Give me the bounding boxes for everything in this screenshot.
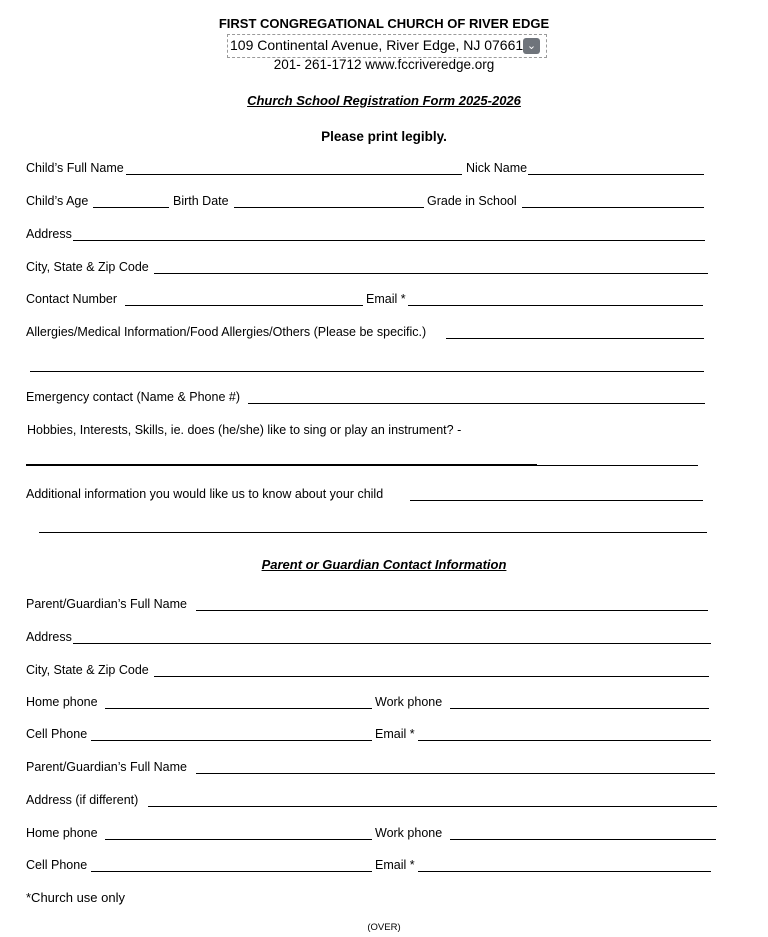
parent1-cell-phone-label: Cell Phone [26, 727, 88, 741]
emergency-contact-field[interactable] [248, 403, 705, 404]
over-note: (OVER) [367, 922, 401, 933]
church-name: FIRST CONGREGATIONAL CHURCH OF RIVER EDGE [218, 16, 550, 31]
church-address[interactable]: 109 Continental Avenue, River Edge, NJ 07661 [230, 37, 524, 53]
parent2-full-name-label: Parent/Guardian’s Full Name [26, 760, 187, 774]
parent2-address-field[interactable] [148, 806, 717, 807]
parent2-email-field[interactable] [418, 871, 711, 872]
child-email-label: Email * [366, 292, 406, 306]
child-full-name-field[interactable] [126, 174, 462, 175]
contact-number-field[interactable] [125, 305, 363, 306]
grade-label: Grade in School [427, 194, 517, 208]
child-age-label: Child’s Age [26, 194, 89, 208]
allergies-field[interactable] [446, 338, 704, 339]
parent2-cell-phone-label: Cell Phone [26, 858, 88, 872]
child-full-name-label: Child’s Full Name [26, 161, 124, 175]
parent1-cell-phone-field[interactable] [91, 740, 372, 741]
form-title: Church School Registration Form 2025-2026 [247, 93, 521, 108]
grade-field[interactable] [522, 207, 704, 208]
birth-date-field[interactable] [234, 207, 424, 208]
additional-info-label: Additional information you would like us to know about your child [26, 487, 384, 501]
parent1-home-phone-field[interactable] [105, 708, 372, 709]
additional-info-field[interactable] [410, 500, 703, 501]
child-address-field[interactable] [73, 240, 705, 241]
parent1-city-label: City, State & Zip Code [26, 663, 149, 677]
parent1-city-field[interactable] [154, 676, 709, 677]
nick-name-label: Nick Name [466, 161, 528, 175]
emergency-contact-label: Emergency contact (Name & Phone #) [26, 390, 240, 404]
hobbies-label: Hobbies, Interests, Skills, ie. does (he/she) like to sing or play an instrument? - [27, 423, 462, 437]
child-city-field[interactable] [154, 273, 708, 274]
parent1-work-phone-field[interactable] [450, 708, 709, 709]
additional-info-field-continued[interactable] [39, 532, 707, 533]
hobbies-field-end[interactable] [537, 465, 698, 466]
parent1-full-name-label: Parent/Guardian’s Full Name [26, 597, 187, 611]
parent1-home-phone-label: Home phone [26, 695, 98, 709]
parent2-cell-phone-field[interactable] [91, 871, 372, 872]
church-use-note: *Church use only [26, 890, 125, 905]
parent2-full-name-field[interactable] [196, 773, 715, 774]
contact-number-label: Contact Number [26, 292, 118, 306]
child-age-field[interactable] [93, 207, 169, 208]
hobbies-field[interactable] [26, 464, 537, 466]
parent1-work-phone-label: Work phone [375, 695, 443, 709]
parent1-address-label: Address [26, 630, 72, 644]
parent1-email-field[interactable] [418, 740, 711, 741]
parent2-work-phone-label: Work phone [375, 826, 443, 840]
parent2-home-phone-field[interactable] [105, 839, 372, 840]
child-address-label: Address [26, 227, 72, 241]
allergies-label: Allergies/Medical Information/Food Allergies/Others (Please be specific.) [26, 325, 427, 339]
birth-date-label: Birth Date [173, 194, 229, 208]
parent2-work-phone-field[interactable] [450, 839, 716, 840]
child-email-field[interactable] [408, 305, 703, 306]
parent2-address-label: Address (if different) [26, 793, 139, 807]
parent-section-title: Parent or Guardian Contact Information [261, 557, 507, 572]
child-city-label: City, State & Zip Code [26, 260, 149, 274]
church-phone-website: 201- 261-1712 www.fccriveredge.org [273, 57, 495, 72]
parent1-email-label: Email * [375, 727, 415, 741]
parent2-email-label: Email * [375, 858, 415, 872]
parent1-address-field[interactable] [73, 643, 711, 644]
parent2-home-phone-label: Home phone [26, 826, 98, 840]
allergies-field-continued[interactable] [30, 371, 704, 372]
parent1-full-name-field[interactable] [196, 610, 708, 611]
chevron-down-icon[interactable]: ⌄ [523, 38, 540, 54]
nick-name-field[interactable] [528, 174, 704, 175]
print-instruction: Please print legibly. [321, 129, 447, 144]
